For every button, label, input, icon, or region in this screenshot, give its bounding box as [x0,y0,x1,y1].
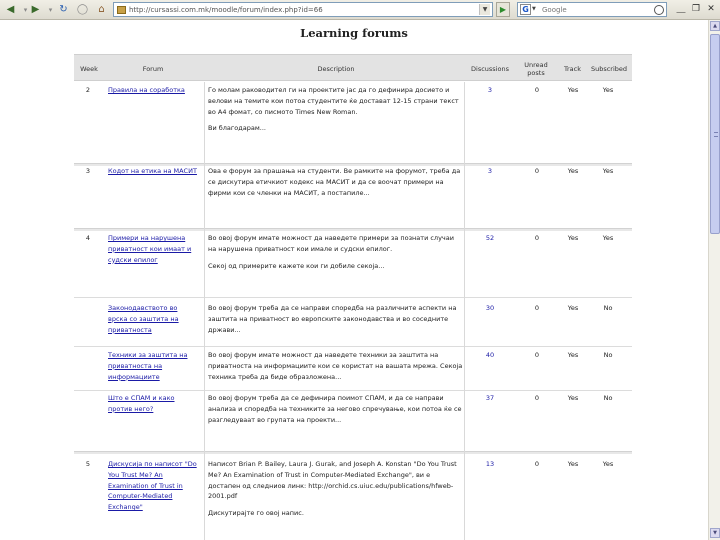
header-forum: Forum [142,64,164,73]
discussions-count-link[interactable]: 37 [485,394,495,402]
unread-count: 0 [534,234,540,242]
scroll-grip-icon [714,132,718,137]
search-icon[interactable] [654,5,664,15]
restore-icon[interactable]: ❐ [691,4,701,14]
scroll-down-icon[interactable]: ▼ [710,528,720,538]
week-number: 5 [85,460,91,468]
address-bar[interactable] [113,2,493,17]
track-status[interactable]: Yes [567,234,579,242]
forum-description [208,350,464,382]
header-discussions: Discussions [471,64,509,73]
url-dropdown-icon[interactable]: ▼ [479,4,490,15]
header-subscribed: Subscribed [590,64,628,73]
unread-count: 0 [534,167,540,175]
forum-description [208,393,464,425]
description-paragraph: Го молам раководител ги на проектите јас да го дефинира досието и велови на темите кои потоа студентите ќе достават 12-15 страни текст во А4 фомат, со писмото Times New Roman. [208,86,459,116]
back-dropdown-icon[interactable]: ▾ [23,5,28,14]
search-bar[interactable] [517,2,667,17]
description-paragraph: Во овој форум имате можност да наведете примери за познати случаи на нарушена приватност кои имале и судски епилог. [208,234,454,253]
forum-link[interactable]: Правила на соработка [108,86,185,94]
column-divider [204,82,205,540]
stop-icon[interactable]: ◯ [76,4,89,15]
week-separator [74,228,632,231]
column-divider [464,82,465,540]
forum-description [208,85,464,134]
forum-link[interactable]: Примери на нарушена приватност кои имаат и судски епилог [108,234,192,264]
subscribed-status[interactable]: Yes [602,460,614,468]
search-engine-dropdown-icon[interactable]: ▼ [532,6,536,12]
forum-link[interactable]: Кодот на етика на МАСИТ [108,167,197,175]
track-status[interactable]: Yes [567,460,579,468]
subscribed-status[interactable]: No [603,351,613,359]
week-number: 4 [85,234,91,242]
search-engine-icon[interactable]: G [520,4,531,15]
forward-dropdown-icon[interactable]: ▾ [48,5,53,14]
description-paragraph: Во овој форум треба да се дефинира поимот СПАМ, и да се направи анализа и споредба на техниките за негово спречување, кои потоа ќе се разгледуваат во групата на проекти... [208,394,462,424]
scroll-up-icon[interactable]: ▲ [710,21,720,31]
forum-description [208,459,464,519]
forum-description [208,166,464,198]
unread-count: 0 [534,351,540,359]
table-header [74,54,632,81]
forums-table [74,54,632,518]
browser-toolbar [0,0,720,20]
search-input[interactable] [542,4,652,15]
description-paragraph: Дискутирајте го овој напис. [208,509,304,518]
week-number: 3 [85,167,91,175]
minimize-icon[interactable]: ⎽ [676,4,686,14]
forum-link[interactable]: Законодавството во врска со заштита на приватноста [108,304,179,334]
header-description: Description [317,64,355,73]
unread-count: 0 [534,86,540,94]
forum-link[interactable]: Што е СПАМ и како против него? [108,394,175,413]
description-paragraph: Ова е форум за прашања на студенти. Ве рамките на форумот, треба да се дискутира етичкиот кодекс на МАСИТ и да се воочат примери на фирми кои се членки на МАСИТ, а постапиле... [208,167,461,197]
subscribed-status[interactable]: No [603,304,613,312]
forum-description [208,233,464,271]
subscribed-status[interactable]: No [603,394,613,402]
discussions-count-link[interactable]: 13 [485,460,495,468]
description-paragraph: Написот Brian P. Bailey, Laura J. Gurak, and Joseph A. Konstan "Do You Trust Me? An Examination of Trust in Computer-Mediated Exchange", ви е достапен од следниов линк: http://orchid.cs.uiuc.edu/publications/hfweb-2001.pdf [208,460,457,501]
forum-link[interactable]: Дискусија по написот "Do You Trust Me? An Examination of Trust in Computer-Mediated Exchange" [108,460,197,512]
description-paragraph: Во овој форум имате можност да наведете техники за заштита на приватноста на информациите кои се користат на вашата мрежа. Секоја техника треба да биде образложена... [208,351,463,381]
description-paragraph: Ви благодарам... [208,124,266,133]
track-status[interactable]: Yes [567,351,579,359]
forum-link[interactable]: Техники за заштита на приватноста на информациите [108,351,188,381]
close-icon[interactable]: ✕ [707,4,715,14]
vertical-scrollbar[interactable] [708,20,720,540]
subscribed-status[interactable]: Yes [602,86,614,94]
description-paragraph: Секој од примерите кажете кои ги добиле секоја... [208,261,385,270]
row-divider [74,390,632,391]
row-divider [74,346,632,347]
header-week: Week [80,64,98,73]
url-input[interactable] [129,4,474,15]
reload-icon[interactable]: ↻ [59,4,68,15]
back-icon[interactable]: ◀ [6,4,15,15]
subscribed-status[interactable]: Yes [602,234,614,242]
row-divider [74,297,632,298]
unread-count: 0 [534,394,540,402]
forward-icon[interactable]: ▶ [31,4,40,15]
subscribed-status[interactable]: Yes [602,167,614,175]
discussions-count-link[interactable]: 40 [485,351,495,359]
header-track: Track [563,64,581,73]
description-paragraph: Во овој форум треба да се направи споредба на различните аспекти на заштита на приватност во европските законодавства и во соседните држави... [208,304,457,334]
forum-description [208,303,464,335]
go-button[interactable]: ▶ [496,2,510,17]
page-title: Learning forums [300,26,408,40]
track-status[interactable]: Yes [567,86,579,94]
track-status[interactable]: Yes [567,304,579,312]
scroll-thumb[interactable] [710,34,720,234]
header-unread: Unread posts [524,60,548,77]
week-separator [74,451,632,454]
favicon-icon [117,6,126,14]
discussions-count-link[interactable]: 30 [485,304,495,312]
week-number: 2 [85,86,91,94]
discussions-count-link[interactable]: 52 [485,234,495,242]
unread-count: 0 [534,304,540,312]
unread-count: 0 [534,460,540,468]
track-status[interactable]: Yes [567,394,579,402]
home-icon[interactable]: ⌂ [98,4,105,15]
track-status[interactable]: Yes [567,167,579,175]
discussions-count-link[interactable]: 3 [487,86,493,94]
discussions-count-link[interactable]: 3 [487,167,493,175]
